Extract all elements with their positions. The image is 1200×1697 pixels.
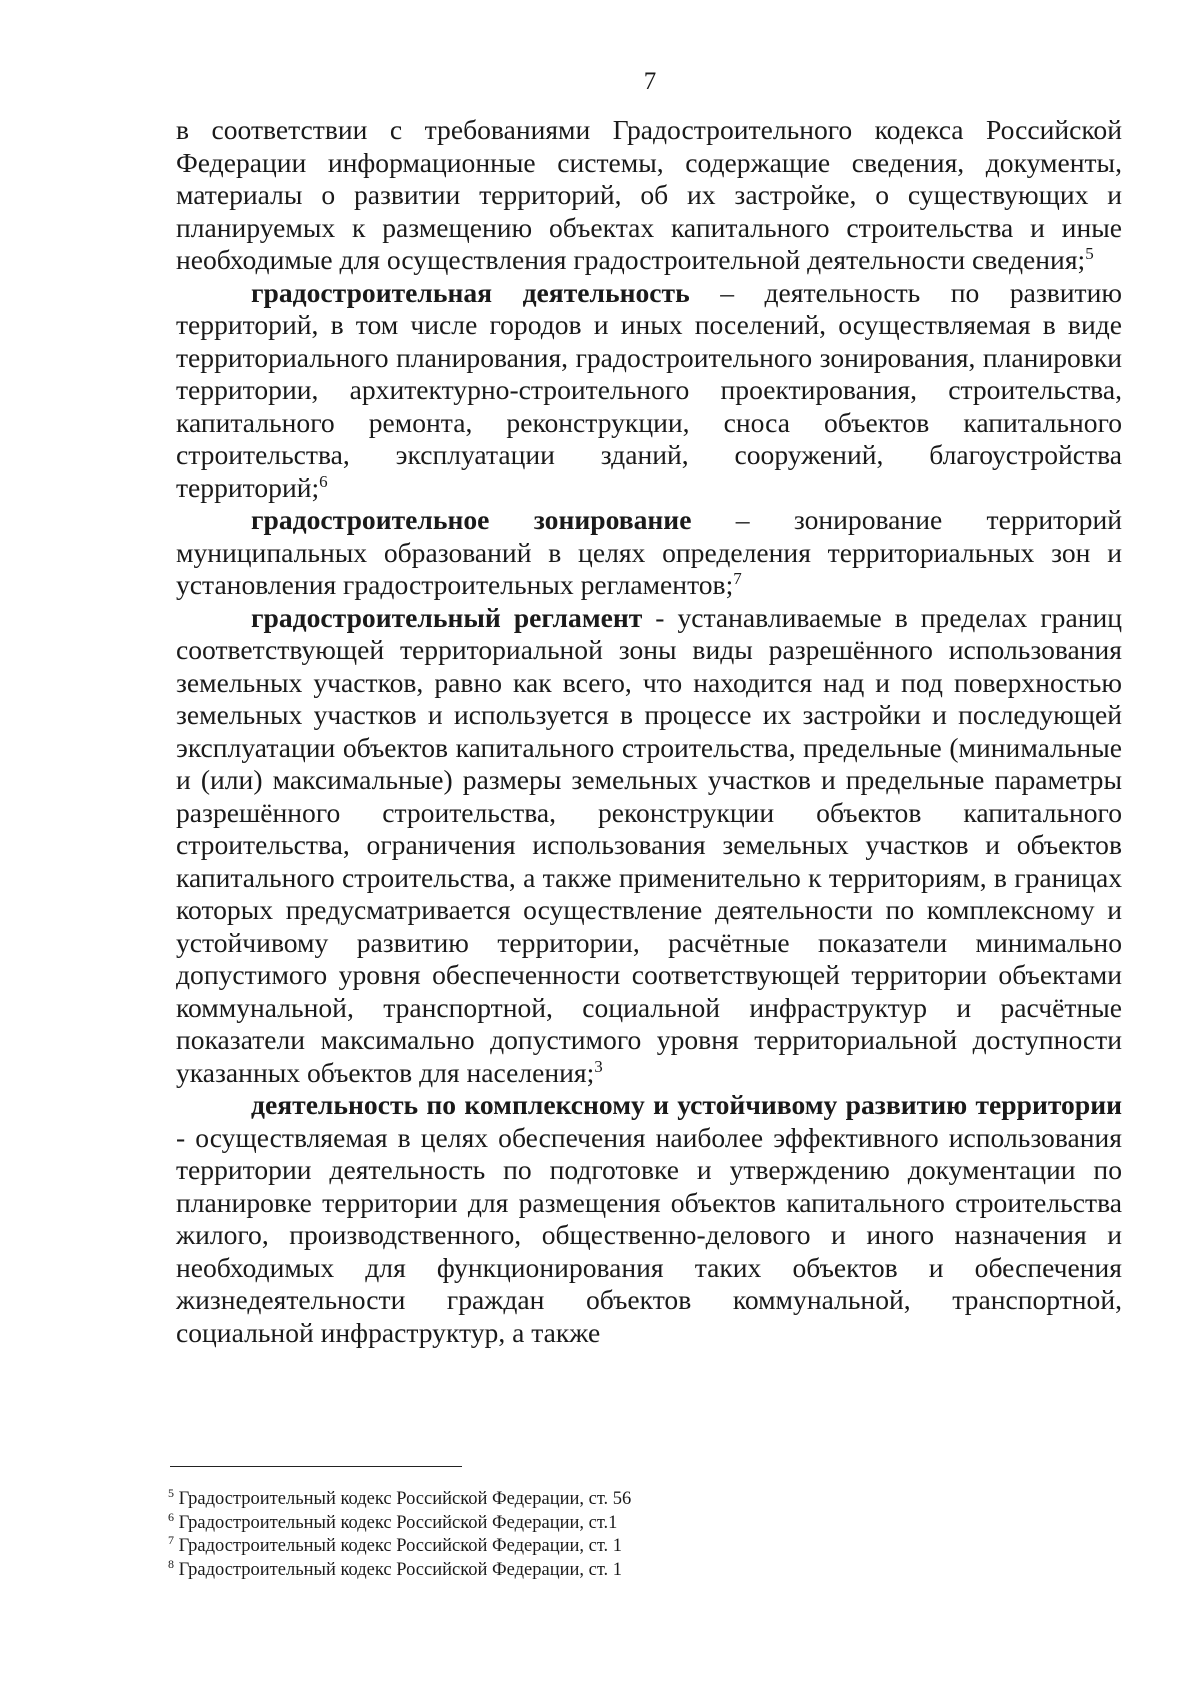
footnote-number: 7 xyxy=(168,1532,174,1547)
footnote-text: Градостроительный кодекс Российской Федерации, ст. 56 xyxy=(178,1489,632,1509)
footnote-ref: 3 xyxy=(594,1056,603,1076)
footnote-item xyxy=(168,1509,1068,1536)
defined-term: градостроительный регламент xyxy=(251,601,643,633)
page-number: 7 xyxy=(643,68,657,95)
footnote-number: 8 xyxy=(168,1556,174,1571)
footnote-ref: 6 xyxy=(319,471,328,491)
defined-term: градостроительное зонирование xyxy=(251,504,692,535)
footnote-number: 6 xyxy=(168,1509,174,1524)
footnote-item xyxy=(168,1556,1068,1583)
document-body xyxy=(176,114,1122,1349)
paragraph-continuation xyxy=(176,114,1122,277)
footnote-text: Градостроительный кодекс Российской Федерации, ст. 1 xyxy=(178,1536,623,1556)
footnote-ref: 7 xyxy=(733,568,742,588)
footnote-number: 5 xyxy=(168,1485,174,1500)
defined-term: деятельность по комплексному и устойчивому развитию территории xyxy=(251,1089,1122,1120)
footnote-text: Градостроительный кодекс Российской Федерации, ст. 1 xyxy=(178,1559,623,1580)
footnote-divider xyxy=(170,1466,462,1467)
definition-paragraph xyxy=(176,504,1122,602)
definition-text: – зонирование территорий муниципальных образований в целях определения территориальных зон и установления градостроительных регламентов; xyxy=(176,504,1122,600)
footnote-item xyxy=(168,1532,1068,1559)
footnote-ref: 5 xyxy=(1085,243,1094,263)
paragraph-text: в соответствии с требованиями Градостроительного кодекса Российской Федерации информационные системы, содержащие сведения, документы, материалы о развитии территорий, об их застройке, о существующих и планируемых к размещению объектах капитального строительства и иные необходимые для осуществления градостроительной деятельности сведения; xyxy=(176,114,1122,275)
definition-paragraph xyxy=(176,1089,1122,1349)
footnotes xyxy=(168,1485,1068,1582)
footnote-item xyxy=(168,1485,1068,1512)
footnote-text: Градостроительный кодекс Российской Федерации, ст.1 xyxy=(178,1512,618,1533)
defined-term: градостроительная деятельность xyxy=(251,276,690,308)
definition-text: – деятельность по развитию территорий, в том числе городов и иных поселений, осуществляемая в виде территориального планирования, градостроительного зонирования, планировки территории, архитектурно-строительного проектирования, строительства, капитального ремонта, реконструкции, сноса объектов капитального строительства, эксплуатации зданий, сооружений, благоустройства территорий; xyxy=(176,276,1122,503)
definition-paragraph xyxy=(176,602,1122,1090)
definition-text: - устанавливаемые в пределах границ соответствующей территориальной зоны виды разрешённого использования земельных участков, равно как всего, что находится над и под поверхностью земельных участков и используется в процессе их застройки и последующей эксплуатации объектов капитального строительства, предельные (минимальные и (или) максимальные) размеры земельных участков и предельные параметры разрешённого строительства, реконструкции объектов капитального строительства, ограничения использования земельных участков и объектов капитального строительства, а также применительно к территориям, в границах которых предусматривается осуществление деятельности по комплексному и устойчивому развитию территории, расчётные показатели минимально допустимого уровня обеспеченности соответствующей территории объектами коммунальной, транспортной, социальной инфраструктур и расчётные показатели максимально допустимого уровня территориальной доступности указанных объектов для населения; xyxy=(176,601,1122,1088)
definition-paragraph xyxy=(176,277,1122,505)
definition-text: - осуществляемая в целях обеспечения наиболее эффективного использования территории деятельность по подготовке и утверждению документации по планировке территории для размещения объектов капитального строительства жилого, производственного, общественно-делового и иного назначения и необходимых для функционирования таких объектов и обеспечения жизнедеятельности граждан объектов коммунальной, транспортной, социальной инфраструктур, а также xyxy=(176,1121,1122,1348)
